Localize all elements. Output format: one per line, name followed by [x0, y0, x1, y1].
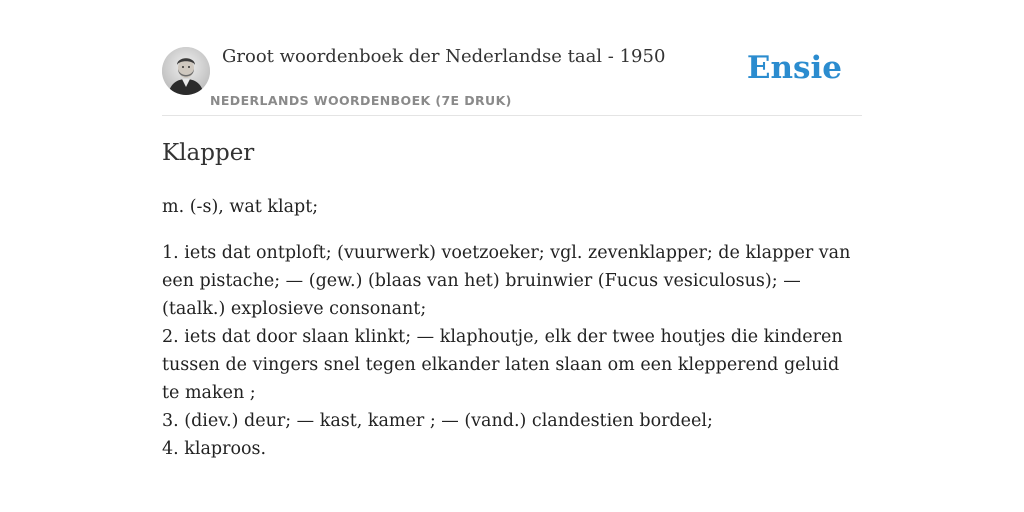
portrait-icon: [162, 47, 210, 95]
source-header: [162, 0, 862, 116]
entry-senses: [162, 239, 862, 463]
sense-item: 2. iets dat door slaan klinkt; — klaphoutje, elk der twee houtjes die kinderen tussen de vingers snel tegen elkander laten slaan om een klepperend geluid te maken ;: [162, 327, 843, 403]
page-content: [162, 0, 862, 459]
source-title[interactable]: Groot woordenboek der Nederlandse taal - 1950: [222, 46, 666, 67]
author-avatar[interactable]: [162, 47, 210, 95]
entry-word: Klapper: [162, 140, 255, 166]
ensie-logo-link[interactable]: Ensie: [746, 50, 842, 86]
source-subtitle[interactable]: NEDERLANDS WOORDENBOEK (7E DRUK): [210, 93, 512, 108]
entry-grammar: m. (-s), wat klapt;: [162, 197, 319, 217]
sense-item: 4. klaproos.: [162, 439, 267, 459]
sense-item: 1. iets dat ontploft; (vuurwerk) voetzoeker; vgl. zevenklapper; de klapper van een pistache; — (gew.) (blaas van het) bruinwier (Fucus vesiculosus); — (taalk.) explosieve consonant;: [162, 243, 851, 319]
sense-item: 3. (diev.) deur; — kast, kamer ; — (vand.) clandestien bordeel;: [162, 411, 713, 431]
